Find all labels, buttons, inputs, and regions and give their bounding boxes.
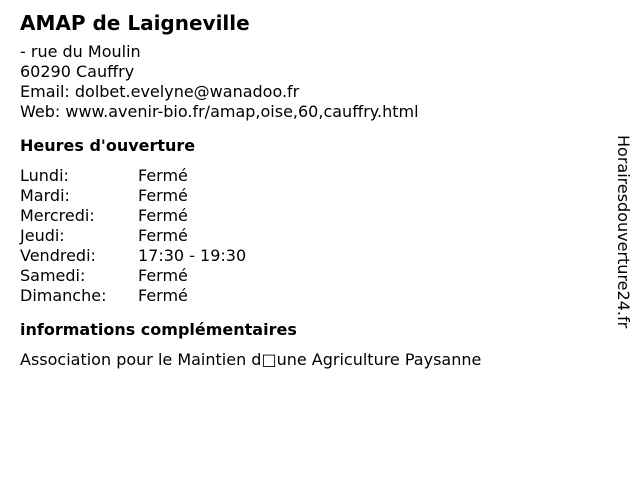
hours-day: Samedi: (20, 266, 86, 285)
info-text: Association pour le Maintien d□une Agriculture Paysanne (20, 350, 482, 369)
business-card (20, 10, 600, 370)
hours-row (20, 266, 600, 286)
hours-table (20, 166, 600, 306)
address-street: - rue du Moulin (20, 42, 141, 61)
hours-value: Fermé (138, 166, 188, 185)
web-line: Web: www.avenir-bio.fr/amap,oise,60,cauffry.html (20, 102, 419, 121)
hours-row (20, 286, 600, 306)
info-heading: informations complémentaires (20, 320, 297, 339)
business-name: AMAP de Laigneville (20, 11, 250, 35)
hours-row (20, 246, 600, 266)
hours-value: Fermé (138, 226, 188, 245)
hours-row (20, 186, 600, 206)
hours-value: Fermé (138, 286, 188, 305)
hours-row (20, 226, 600, 246)
hours-value: Fermé (138, 206, 188, 225)
hours-day: Vendredi: (20, 246, 96, 265)
hours-row (20, 206, 600, 226)
hours-value: Fermé (138, 186, 188, 205)
hours-value: 17:30 - 19:30 (138, 246, 247, 265)
address-city: 60290 Cauffry (20, 62, 135, 81)
hours-day: Mardi: (20, 186, 70, 205)
hours-day: Mercredi: (20, 206, 95, 225)
hours-day: Dimanche: (20, 286, 107, 305)
hours-row (20, 166, 600, 186)
hours-value: Fermé (138, 266, 188, 285)
hours-day: Lundi: (20, 166, 69, 185)
email-line: Email: dolbet.evelyne@wanadoo.fr (20, 82, 300, 101)
hours-heading: Heures d'ouverture (20, 136, 196, 155)
site-watermark: Horairesdouverture24.fr (614, 135, 633, 329)
hours-day: Jeudi: (20, 226, 65, 245)
